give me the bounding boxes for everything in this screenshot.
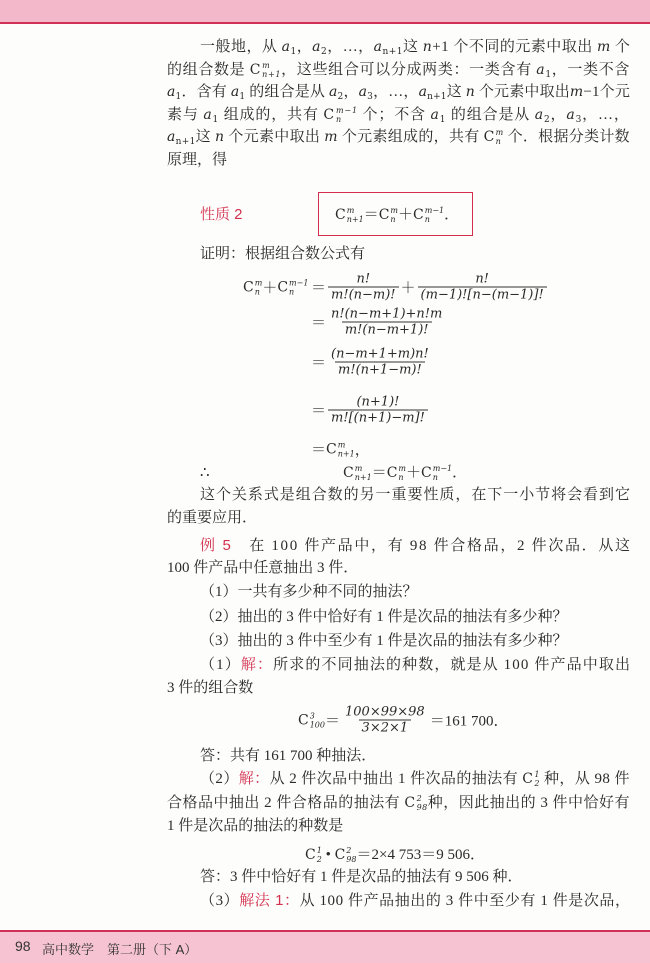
- text-run: 个元素组成的，共有: [337, 129, 484, 145]
- text-run: ＝2×4 753＝9 506．: [356, 847, 485, 863]
- combination-sup: m: [262, 61, 271, 70]
- text-line: [200, 204, 243, 226]
- math-variable: [566, 107, 582, 123]
- text-run: ＝: [311, 315, 327, 332]
- combination-letter: C: [386, 465, 398, 481]
- combination-sub: n: [390, 215, 396, 224]
- variable-letter: a: [373, 39, 383, 55]
- text-line: [200, 484, 631, 506]
- variable-letter: m: [596, 39, 611, 55]
- combination-indices: [310, 711, 325, 729]
- text-run: 答：共有 161 700 种抽法．: [200, 748, 377, 764]
- variable-letter: a: [418, 84, 428, 100]
- text-run: −1个元: [583, 84, 631, 100]
- combination-sup: m−1: [432, 464, 453, 473]
- math-variable: [215, 129, 224, 145]
- combination-symbol: [387, 464, 406, 482]
- math-variable: [329, 84, 343, 100]
- fraction-denominator: (m−1)![n−(m−1)]!: [418, 287, 547, 303]
- combination-symbol: [404, 794, 427, 812]
- text-line: [167, 677, 253, 699]
- combination-letter: C: [404, 795, 416, 811]
- math-variable: [324, 129, 338, 145]
- text-run: 这: [403, 39, 423, 55]
- combination-symbol: [522, 770, 540, 788]
- text-run: 个元素中取出: [474, 84, 570, 100]
- text-line: [167, 104, 630, 126]
- math-variable: [570, 84, 583, 100]
- combination-symbol: [277, 278, 308, 296]
- page-number: 98: [15, 938, 31, 954]
- variable-subscript: n+1: [382, 47, 404, 57]
- combination-sup: 2: [416, 794, 423, 803]
- variable-letter: a: [430, 107, 440, 123]
- combination-indices: [289, 278, 308, 296]
- math-variable: [167, 84, 181, 100]
- text-line: [200, 581, 418, 603]
- text-run: 的重要应用．: [167, 510, 258, 526]
- combination-sub: n: [289, 287, 295, 296]
- combination-sub: n+1: [354, 473, 372, 482]
- combination-sup: m: [254, 278, 263, 287]
- combination-sub: n+1: [262, 70, 282, 79]
- text-run: ＝: [363, 207, 379, 223]
- fraction-numerator: n!(n−m+1)+n!m: [331, 306, 443, 322]
- text-run: 个；不含: [357, 107, 431, 123]
- combination-sup: m: [390, 206, 398, 215]
- combination-letter: C: [522, 771, 534, 787]
- combination-symbol: [421, 464, 452, 482]
- text-line: [167, 815, 343, 837]
- fraction-denominator: m!(n+1−m)!: [335, 362, 425, 378]
- text-line: [200, 462, 210, 484]
- combination-indices: [355, 464, 372, 482]
- text-run: 素与: [167, 107, 204, 123]
- combination-sub: n: [424, 215, 430, 224]
- math-variable: [431, 107, 447, 123]
- fraction-numerator: n!: [475, 271, 489, 287]
- combination-sup: m: [398, 464, 406, 473]
- text-run: ，一类不含: [551, 62, 631, 78]
- variable-subscript: 1: [175, 92, 182, 102]
- text-run: •: [321, 847, 335, 863]
- text-run: ，: [354, 442, 370, 459]
- combination-sup: 1: [534, 770, 540, 779]
- highlight-label: 解：: [238, 770, 270, 787]
- combination-indices: [398, 464, 406, 482]
- text-run: ＝: [311, 403, 327, 420]
- variable-subscript: 1: [545, 70, 552, 80]
- text-run: （2）: [200, 771, 239, 787]
- fraction-numerator: n!: [356, 271, 371, 287]
- combination-indices: [336, 106, 358, 124]
- text-run: （3）: [200, 893, 240, 909]
- combination-symbol: [326, 440, 355, 458]
- fraction: [328, 395, 428, 426]
- text-run: ＝: [371, 465, 387, 481]
- combination-indices: [425, 206, 444, 224]
- combination-sup: 3: [309, 711, 315, 720]
- combination-sub: n+1: [337, 449, 355, 458]
- combination-sub: 2: [534, 779, 540, 788]
- text-run: 所求的不同抽法的种数，就是从 100 件产品中取出: [273, 657, 632, 673]
- fraction-denominator: 3×2×1: [359, 720, 412, 736]
- top-color-band: [0, 0, 650, 24]
- combination-indices: [255, 278, 263, 296]
- combination-letter: C: [249, 62, 262, 78]
- text-run: 合格品中抽出 2 件合格品的抽法有: [167, 795, 405, 811]
- combination-letter: C: [305, 847, 316, 863]
- text-line: [167, 59, 630, 81]
- math-variable: [312, 39, 327, 55]
- variable-subscript: 2: [337, 92, 344, 102]
- text-line: [200, 535, 632, 557]
- text-line: [167, 557, 358, 579]
- text-run: ＋: [400, 280, 416, 297]
- highlight-label: 例 5: [200, 537, 233, 554]
- math-variable: [359, 84, 373, 100]
- combination-indices: [433, 464, 452, 482]
- fraction: [418, 272, 547, 303]
- text-run: （2）抽出的 3 件中恰好有 1 件是次品的抽法有多少种？: [200, 609, 568, 625]
- combination-letter: C: [277, 279, 289, 295]
- text-run: ＋: [406, 465, 422, 481]
- text-run: 证明：根据组合数公式有: [200, 246, 366, 262]
- combination-letter: C: [298, 712, 309, 728]
- fraction-numerator: (n−m+1+m)n!: [331, 346, 429, 362]
- text-line: [311, 395, 430, 426]
- variable-letter: a: [329, 84, 338, 100]
- highlight-label: 解法 1：: [239, 892, 300, 909]
- combination-indices: [346, 846, 356, 864]
- variable-subscript: n+1: [427, 92, 447, 102]
- combination-indices: [262, 61, 281, 79]
- combination-sub: n: [398, 473, 404, 482]
- text-run: 的组合是从: [446, 107, 535, 123]
- combination-sub: n: [335, 115, 342, 124]
- text-line: [343, 462, 467, 484]
- text-line: [200, 243, 365, 265]
- combination-sup: m−1: [335, 106, 358, 115]
- variable-letter: a: [230, 84, 240, 100]
- variable-subscript: 1: [439, 115, 447, 125]
- text-run: 个: [610, 39, 631, 55]
- text-run: 组成的，共有: [219, 107, 324, 123]
- text-run: ，…，: [582, 107, 630, 123]
- text-run: 种，因此抽出的 3 件中恰好有: [427, 795, 630, 811]
- text-line: [200, 768, 630, 790]
- variable-letter: a: [203, 107, 213, 123]
- variable-subscript: n+1: [175, 137, 196, 147]
- combination-symbol: [343, 464, 372, 482]
- variable-letter: n: [422, 39, 433, 55]
- combination-sup: m: [354, 464, 363, 473]
- variable-letter: m: [569, 84, 584, 100]
- text-line: [200, 606, 568, 628]
- combination-letter: C: [343, 465, 354, 481]
- text-run: 个．根据分类计数: [503, 129, 630, 145]
- variable-letter: a: [358, 84, 368, 100]
- text-run: ＝: [311, 442, 327, 459]
- variable-letter: n: [465, 84, 475, 100]
- text-run: ∴: [200, 465, 210, 481]
- combination-letter: C: [378, 207, 390, 223]
- fraction-denominator: m!(n−m+1)!: [342, 322, 432, 338]
- fraction-denominator: m!(n−m)!: [328, 287, 399, 303]
- variable-subscript: 1: [212, 115, 220, 125]
- variable-letter: a: [281, 39, 291, 55]
- text-run: 从 100 件产品抽出的 3 件中至少有 1 件是次品，: [299, 893, 631, 909]
- combination-indices: [390, 206, 398, 224]
- text-line: [311, 347, 434, 378]
- variable-subscript: 3: [575, 115, 583, 125]
- fraction: [328, 272, 399, 303]
- text-run: （1）: [200, 657, 241, 673]
- text-run: ＝: [311, 280, 327, 297]
- text-run: 一般地，从: [200, 39, 282, 55]
- text-run: 答：3 件中恰好有 1 件是次品的抽法有 9 506 种．: [200, 869, 523, 885]
- fraction: [342, 705, 428, 736]
- variable-subscript: 3: [367, 92, 374, 102]
- combination-indices: [347, 206, 364, 224]
- combination-sub: 98: [416, 803, 428, 812]
- combination-sup: 2: [346, 846, 352, 855]
- text-run: ＝161 700．: [429, 713, 509, 730]
- combination-letter: C: [335, 207, 346, 223]
- math-variable: [535, 107, 551, 123]
- combination-symbol: [379, 206, 398, 224]
- combination-symbol: [413, 206, 444, 224]
- text-run: 原理，得: [167, 152, 228, 168]
- combination-sup: m: [337, 440, 346, 449]
- combination-sup: m−1: [424, 206, 445, 215]
- combination-sub: n: [254, 287, 260, 296]
- text-run: ，…，: [327, 39, 374, 55]
- fraction-numerator: (n+1)!: [356, 394, 400, 410]
- combination-letter: C: [326, 441, 337, 457]
- combination-indices: [338, 440, 355, 458]
- combination-symbol: [335, 846, 357, 864]
- combination-sub: n: [495, 137, 502, 146]
- text-run: 的组合数是: [167, 62, 250, 78]
- text-line: [200, 745, 376, 767]
- variable-subscript: 1: [290, 47, 297, 57]
- text-run: 从 2 件次品中抽出 1 件次品的抽法有: [269, 771, 523, 787]
- book-title: 高中数学 第二册（下 A）: [42, 942, 198, 957]
- combination-sup: m: [495, 128, 504, 137]
- text-line: [167, 126, 630, 148]
- text-run: ．: [444, 207, 460, 223]
- math-variable: [203, 107, 219, 123]
- combination-indices: [417, 794, 428, 812]
- variable-letter: a: [534, 107, 544, 123]
- highlight-label: 解：: [240, 656, 274, 673]
- text-line: [200, 654, 631, 676]
- combination-symbol: [243, 278, 262, 296]
- text-line: [243, 277, 308, 298]
- math-variable: [466, 84, 475, 100]
- combination-sub: n: [432, 473, 438, 482]
- combination-sup: m−1: [289, 278, 309, 287]
- text-run: 1 件是次品的抽法的种数是: [167, 818, 344, 834]
- combination-sub: 98: [346, 855, 357, 864]
- variable-letter: a: [312, 39, 321, 55]
- combination-sub: 100: [309, 720, 325, 729]
- combination-symbol: [335, 206, 364, 224]
- variable-letter: a: [566, 107, 576, 123]
- combination-letter: C: [334, 847, 346, 863]
- combination-letter: C: [413, 207, 424, 223]
- text-run: ，: [343, 84, 359, 100]
- variable-letter: m: [324, 129, 338, 145]
- combination-symbol: [250, 61, 281, 79]
- text-line: [167, 81, 630, 103]
- math-variable: [597, 39, 611, 55]
- text-line: [311, 272, 549, 303]
- text-line: [335, 204, 459, 226]
- fraction-numerator: 100×99×98: [345, 704, 425, 720]
- text-run: ，: [550, 107, 567, 123]
- combination-letter: C: [243, 279, 254, 295]
- text-run: 这: [195, 129, 215, 145]
- variable-subscript: 1: [239, 92, 246, 102]
- combination-indices: [496, 128, 504, 146]
- fraction: [328, 307, 445, 338]
- text-run: ，: [296, 39, 313, 55]
- text-run: 3 件的组合数: [167, 680, 254, 696]
- text-line: [167, 149, 227, 171]
- text-run: 的组合是从: [245, 84, 330, 100]
- combination-symbol: [323, 106, 358, 124]
- text-run: ，…，: [373, 84, 419, 100]
- math-variable: [167, 129, 196, 145]
- text-line: [200, 866, 523, 888]
- fraction: [328, 347, 432, 378]
- text-run: ＋: [398, 207, 414, 223]
- fraction-denominator: m![(n+1)−m]!: [328, 410, 428, 426]
- text-run: （1）一共有多少种不同的抽法？: [200, 584, 418, 600]
- variable-subscript: 2: [321, 47, 328, 57]
- text-run: +1 个不同的元素中取出: [432, 39, 597, 55]
- text-line: [311, 307, 447, 338]
- math-variable: [419, 84, 447, 100]
- combination-symbol: [298, 711, 325, 729]
- variable-subscript: 2: [543, 115, 551, 125]
- combination-sub: n+1: [346, 215, 364, 224]
- variable-letter: a: [167, 129, 176, 145]
- text-line: [311, 439, 370, 460]
- combination-sub: 2: [316, 855, 322, 864]
- text-run: ＝: [325, 713, 341, 730]
- text-run: 这个关系式是组合数的另一重要性质，在下一小节将会看到它: [200, 487, 631, 503]
- text-run: ，这些组合可以分成两类：一类含有: [281, 62, 537, 78]
- math-variable: [374, 39, 403, 55]
- text-run: 这: [446, 84, 466, 100]
- text-line: [200, 36, 630, 58]
- text-run: 种，从 98 件: [539, 771, 630, 787]
- text-run: （3）抽出的 3 件中至少有 1 件是次品的抽法有多少种？: [200, 633, 568, 649]
- math-variable: [231, 84, 245, 100]
- text-run: 个元素中取出: [224, 129, 325, 145]
- text-line: [200, 630, 568, 652]
- page-footer: [0, 930, 650, 963]
- text-run: 在 100 件产品中，有 98 件合格品，2 件次品．从这: [232, 538, 632, 554]
- variable-letter: n: [214, 129, 225, 145]
- text-run: ．: [452, 465, 468, 481]
- math-variable: [282, 39, 297, 55]
- text-line: [167, 792, 630, 814]
- text-run: 100 件产品中任意抽出 3 件．: [167, 560, 359, 576]
- text-run: ．含有: [181, 84, 231, 100]
- combination-sup: m: [346, 206, 355, 215]
- combination-letter: C: [421, 465, 432, 481]
- combination-sup: 1: [316, 846, 322, 855]
- text-run: ＝: [311, 355, 327, 372]
- highlight-label: 性质 2: [200, 206, 243, 223]
- math-variable: [423, 39, 433, 55]
- combination-letter: C: [483, 129, 495, 145]
- combination-letter: C: [323, 107, 335, 123]
- text-line: [298, 705, 508, 736]
- text-line: [305, 844, 485, 866]
- variable-letter: a: [536, 62, 546, 78]
- text-line: [200, 890, 631, 912]
- math-variable: [536, 62, 551, 78]
- variable-letter: a: [167, 84, 176, 100]
- text-line: [167, 507, 257, 529]
- combination-symbol: [484, 128, 504, 146]
- combination-symbol: [305, 846, 322, 864]
- text-run: ＋: [262, 280, 278, 297]
